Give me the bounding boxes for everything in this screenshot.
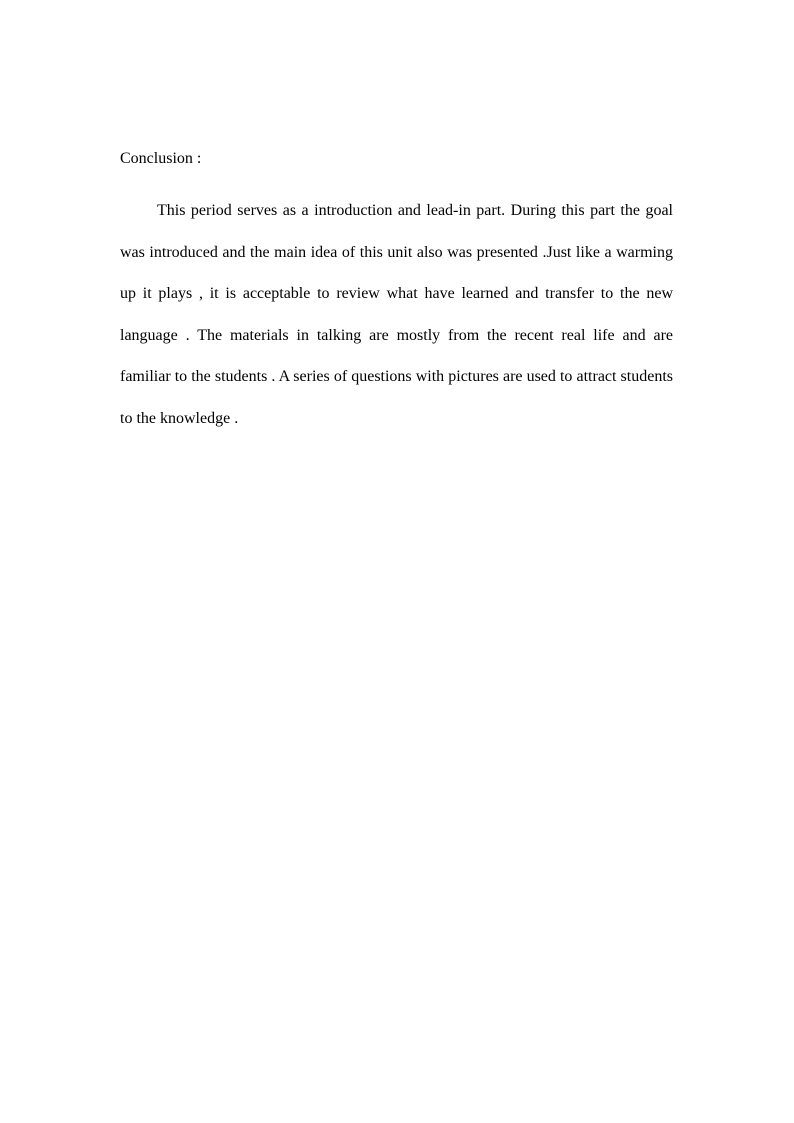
document-body (120, 148, 673, 439)
body-paragraph: This period serves as a introduction and lead-in part. During this part the goal was introduced and the main idea of this unit also was presented .Just like a warming up it plays , it is acceptable to review what have learned and transfer to the new language . The materials in talking are mostly from the recent real life and are familiar to the students . A series of questions with pictures are used to attract students to the knowledge . (120, 202, 673, 427)
section-heading: Conclusion : (120, 150, 202, 167)
